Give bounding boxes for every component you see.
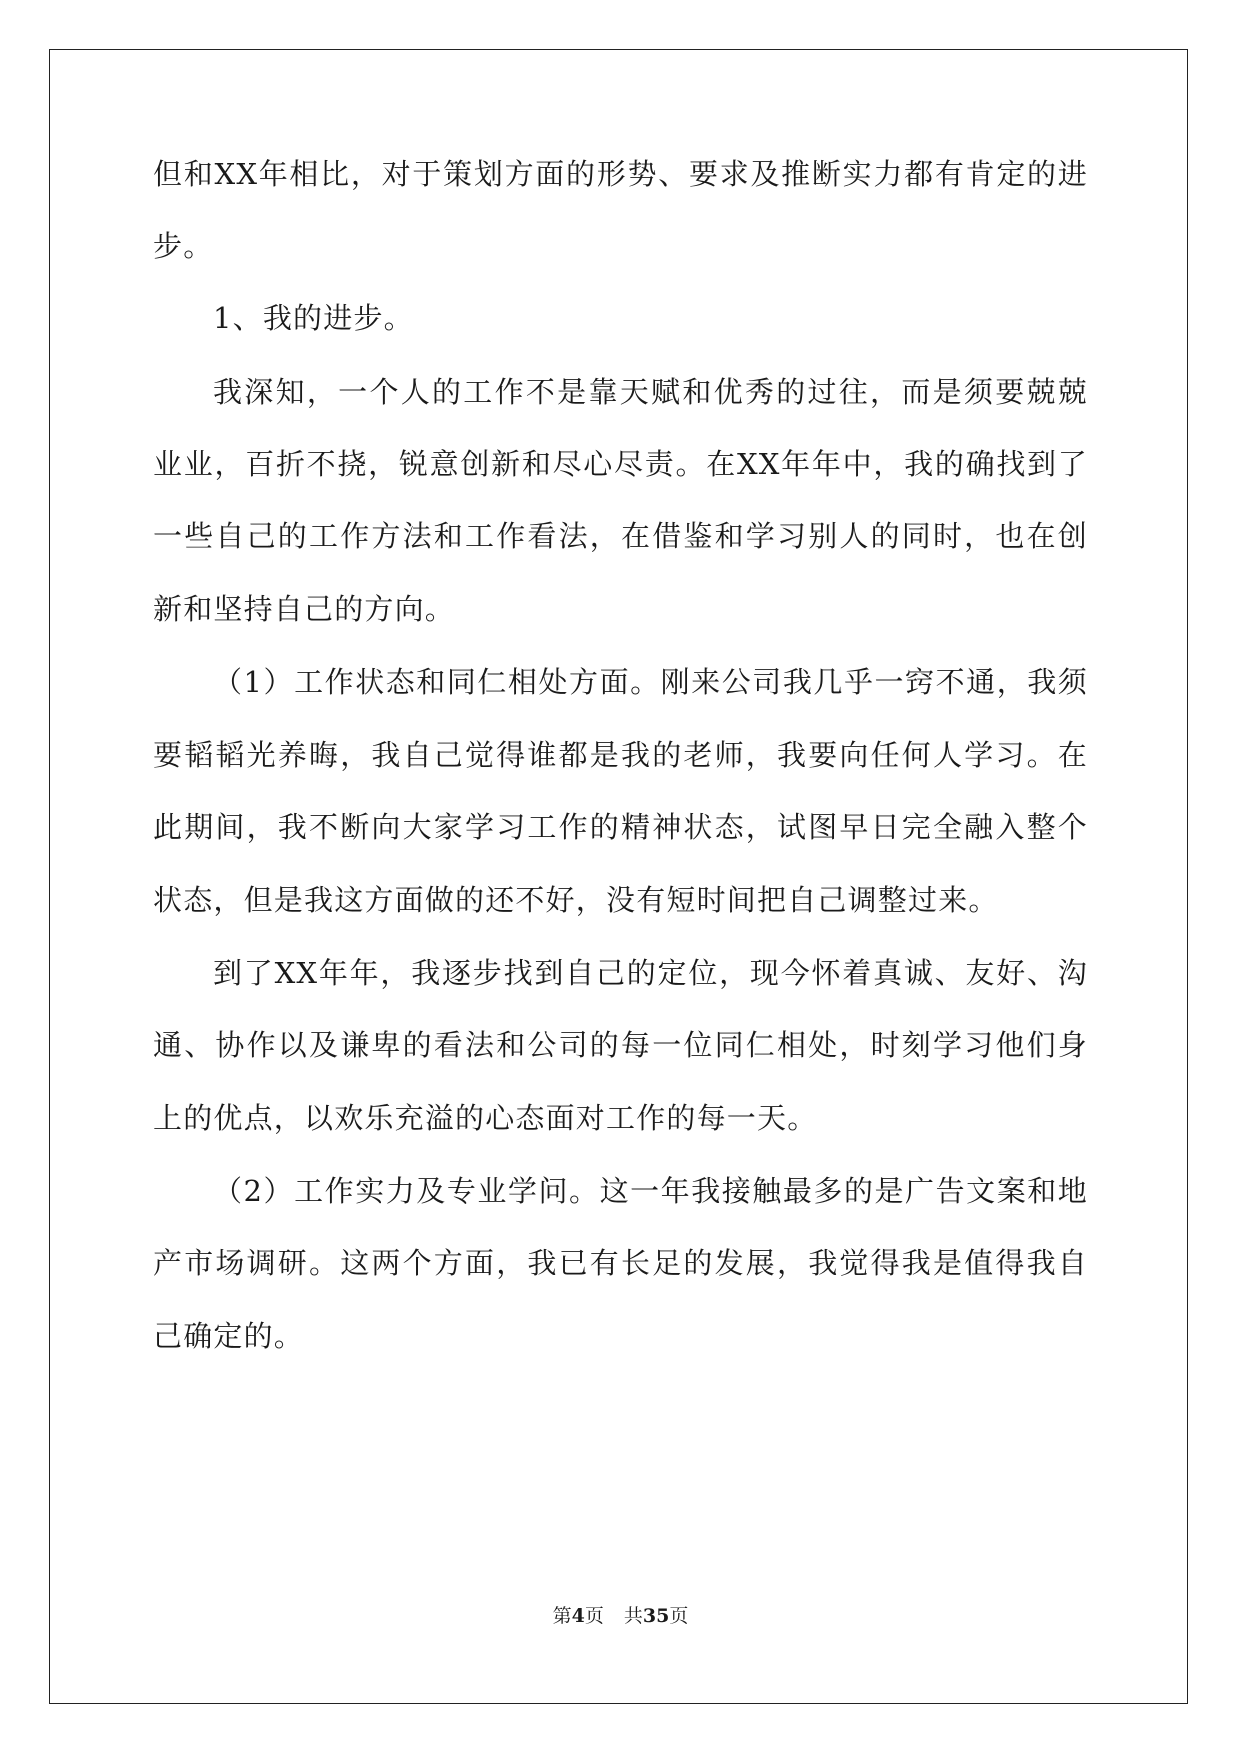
- text-line: 到了XX年年，我逐步找到自己的定位，现今怀着真诚、友好、沟: [213, 956, 1088, 990]
- text-line: 通、协作以及谦卑的看法和公司的每一位同仁相处，时刻学习他们身: [153, 1028, 1088, 1062]
- footer-prefix: 第: [552, 1605, 572, 1627]
- total-pages: 35: [642, 1605, 670, 1627]
- text-line: 步。: [153, 229, 214, 263]
- text-line: 1、我的进步。: [213, 301, 414, 335]
- page-number: 4: [571, 1605, 585, 1627]
- text-line: （2）工作实力及专业学问。这一年我接触最多的是广告文案和地: [213, 1174, 1088, 1208]
- text-line: 产市场调研。这两个方面，我已有长足的发展，我觉得我是值得我自: [153, 1246, 1088, 1280]
- text-line: （1）工作状态和同仁相处方面。刚来公司我几乎一窍不通，我须: [213, 665, 1088, 699]
- page-footer: [0, 1604, 1241, 1628]
- text-line: 状态，但是我这方面做的还不好，没有短时间把自己调整过来。: [153, 883, 999, 917]
- text-line: 一些自己的工作方法和工作看法，在借鉴和学习别人的同时，也在创: [153, 519, 1088, 553]
- footer-total-prefix: 共: [623, 1605, 643, 1627]
- text-line: 业业，百折不挠，锐意创新和尽心尽责。在XX年年中，我的确找到了: [153, 447, 1088, 481]
- text-line: 此期间，我不断向大家学习工作的精神状态，试图早日完全融入整个: [153, 810, 1088, 844]
- text-line: 但和XX年相比，对于策划方面的形势、要求及推断实力都有肯定的进: [153, 157, 1088, 191]
- text-line: 上的优点，以欢乐充溢的心态面对工作的每一天。: [153, 1101, 818, 1135]
- text-line: 我深知，一个人的工作不是靠天赋和优秀的过往，而是须要兢兢: [213, 375, 1088, 409]
- text-line: 己确定的。: [153, 1319, 305, 1353]
- text-line: 新和坚持自己的方向。: [153, 592, 456, 626]
- text-line: 要韬韬光养晦，我自己觉得谁都是我的老师，我要向任何人学习。在: [153, 738, 1088, 772]
- footer-page-suffix: 页: [584, 1605, 604, 1627]
- footer-total-suffix: 页: [669, 1605, 689, 1627]
